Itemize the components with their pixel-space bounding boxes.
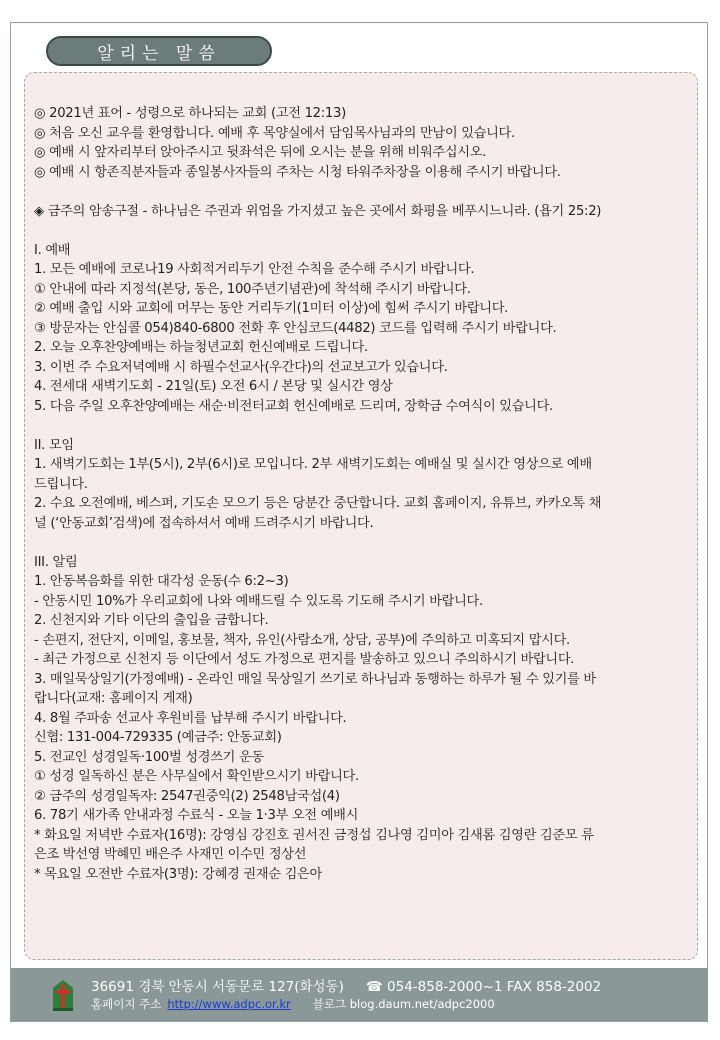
meeting-line: 1. 새벽기도회는 1부(5시), 2부(6시)로 모입니다. 2부 새벽기도회는 예배실 및 실시간 영상으로 예배: [34, 457, 592, 472]
announcement-line: - 손편지, 전단지, 이메일, 홍보물, 책자, 유인(사람소개, 상담, 공부)에 주의하고 미혹되지 맙시다.: [34, 632, 570, 648]
page-title-text: 알리는 말씀: [97, 43, 221, 64]
announcement-line: 랍니다(교재: 홈페이지 게재): [34, 691, 193, 706]
announcement-line: - 최근 가정으로 신천지 등 이단에서 성도 가정으로 편지를 발송하고 있으니 주의하시기 바랍니다.: [34, 652, 575, 667]
announcement-line: - 안동시민 10%가 우리교회에 나와 예배드릴 수 있도록 기도해 주시기 바랍니다.: [34, 593, 483, 609]
worship-line: 4. 전세대 새벽기도회 - 21일(토) 오전 6시 / 본당 및 실시간 영상: [34, 379, 393, 394]
announcement-line: 6. 78기 새가족 안내과정 수료식 - 오늘 1·3부 오전 예배시: [34, 808, 359, 823]
meeting-line: 2. 수요 오전예배, 베스퍼, 기도손 모으기 등은 당분간 중단합니다. 교회 홈페이지, 유튜브, 카카오톡 채: [34, 496, 602, 511]
announcement-line: 은조 박선영 박혜민 배은주 사재민 이수민 정상선: [34, 847, 307, 862]
announcement-line: 5. 전교인 성경일독·100벌 성경쓰기 운동: [34, 749, 264, 765]
memory-verse: ◈ 금주의 암송구절 - 하나님은 주권과 위엄을 가지셨고 높은 곳에서 화평을 베푸시느니라. (욥기 25:2): [34, 203, 602, 219]
section-heading-meetings: II. 모임: [34, 437, 74, 453]
footer-phone: ☎ 054-858-2000~1 FAX 858-2002: [365, 979, 602, 995]
section-heading-announcements: III. 알림: [34, 554, 78, 570]
worship-line: ③ 방문자는 안심콜 054)840-6800 전화 후 안심코드(4482) 코드를 입력해 주시기 바랍니다.: [34, 320, 557, 336]
church-logo-icon: [51, 978, 75, 1012]
footer-links-line: [91, 996, 495, 1012]
announcement-line: 신협: 131-004-729335 (예금주: 안동교회): [34, 730, 282, 745]
intro-line: ◎ 예배 시 앞자리부터 앉아주시고 뒷좌석은 뒤에 오시는 분을 위해 비워주십시오.: [34, 145, 487, 160]
worship-line: 1. 모든 예배에 코로나19 사회적거리두기 안전 수칙을 준수해 주시기 바랍니다.: [34, 262, 475, 277]
footer-address: 36691 경북 안동시 서동문로 127(화성동): [91, 979, 344, 995]
footer-address-line: [91, 975, 601, 995]
section-heading-worship: I. 예배: [34, 242, 71, 258]
announcement-line: * 목요일 오전반 수료자(3명): 강혜경 권재순 김은아: [34, 866, 322, 882]
intro-line: ◎ 처음 오신 교우를 환영합니다. 예배 후 목양실에서 담임목사님과의 만남이 있습니다.: [34, 125, 515, 141]
meeting-line: 드립니다.: [34, 476, 88, 492]
worship-line: 2. 오늘 오후찬양예배는 하늘청년교회 헌신예배로 드립니다.: [34, 340, 368, 355]
announcement-line: 2. 신천지와 기타 이단의 출입을 금합니다.: [34, 613, 269, 628]
intro-line: ◎ 2021년 표어 - 성령으로 하나되는 교회 (고전 12:13): [34, 106, 346, 121]
homepage-link[interactable]: http://www.adpc.or.kr: [167, 997, 291, 1011]
meeting-line: 널 (‘안동교회’검색)에 접속하셔서 예배 드려주시기 바랍니다.: [34, 515, 374, 531]
page-title: [46, 36, 272, 66]
announcement-line: * 화요일 저녁반 수료자(16명): 강영심 강진호 권서진 금정섭 김나영 김미아 김새롬 김영란 김준모 류: [34, 827, 594, 843]
announcement-line: 3. 매일묵상일기(가정예배) - 온라인 매일 묵상일기 쓰기로 하나님과 동행하는 하루가 될 수 있기를 바: [34, 671, 596, 687]
worship-line: 3. 이번 주 수요저녁예배 시 하필수선교사(우간다)의 선교보고가 있습니다.: [34, 359, 448, 375]
announcement-line: ① 성경 일독하신 분은 사무실에서 확인받으시기 바랍니다.: [34, 769, 359, 784]
announcement-line: ② 금주의 성경일독자: 2547권중익(2) 2548남국섭(4): [34, 788, 340, 804]
announcement-line: 4. 8월 주파송 선교사 후원비를 납부해 주시기 바랍니다.: [34, 710, 347, 726]
blog-address: 블로그 blog.daum.net/adpc2000: [312, 997, 495, 1011]
worship-line: ① 안내에 따라 지정석(본당, 동은, 100주년기념관)에 착석해 주시기 바랍니다.: [34, 281, 471, 297]
worship-line: ② 예배 출입 시와 교회에 머무는 동안 거리두기(1미터 이상)에 힘써 주시기 바랍니다.: [34, 301, 509, 316]
homepage-label: 홈페이지 주소: [91, 997, 162, 1011]
intro-line: ◎ 예배 시 항존직분자들과 종일봉사자들의 주차는 시청 타워주차장을 이용해 주시기 바랍니다.: [34, 164, 561, 180]
worship-line: 5. 다음 주일 오후찬양예배는 새순·비전터교회 헌신예배로 드리며, 장학금 수여식이 있습니다.: [34, 398, 553, 414]
announcement-line: 1. 안동복음화를 위한 대각성 운동(수 6:2~3): [34, 574, 289, 589]
notice-content: [34, 104, 688, 884]
